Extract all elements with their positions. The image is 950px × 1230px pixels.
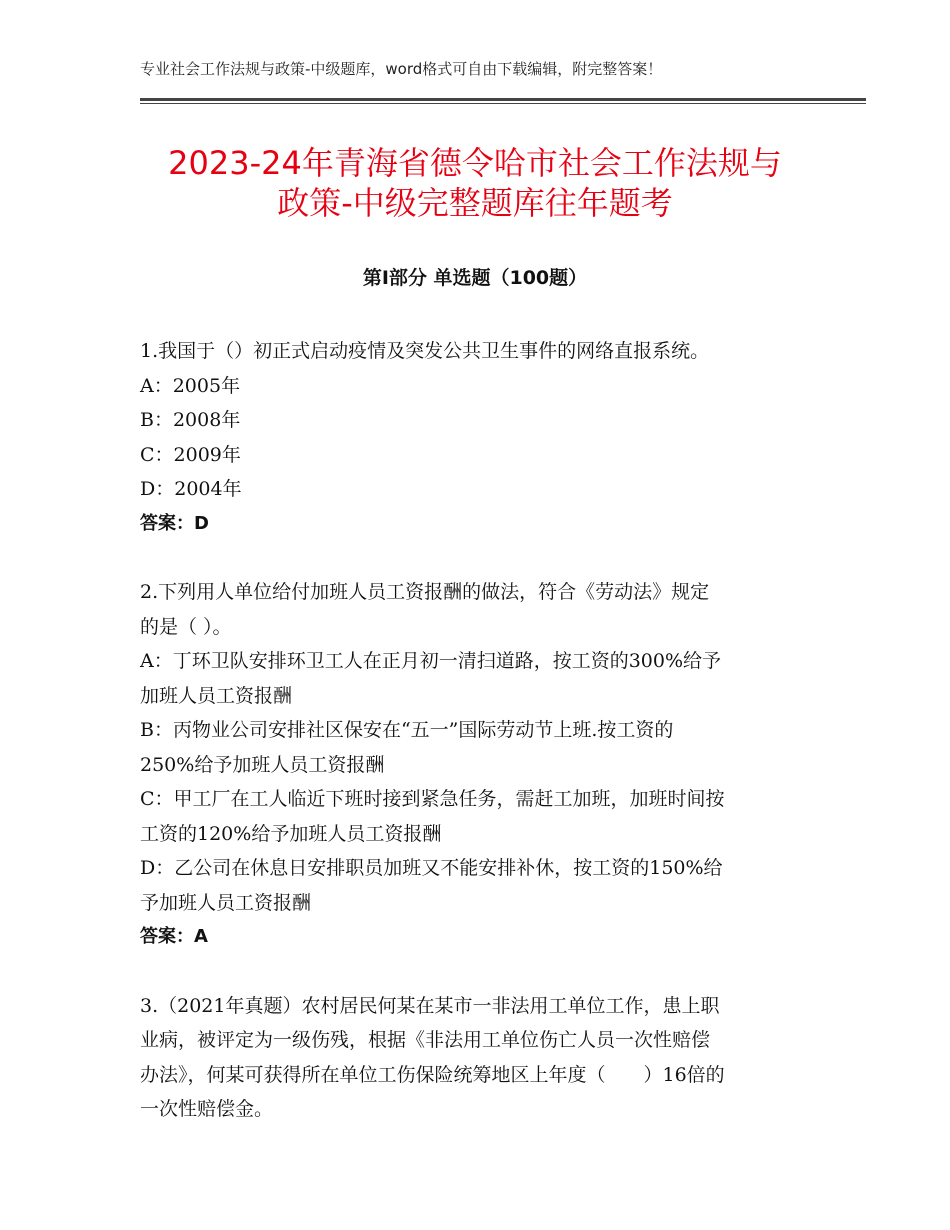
document-title [100, 143, 850, 223]
answer: 答案：D [140, 512, 209, 534]
question-1 [140, 334, 820, 541]
option-b-line-1: B：丙物业公司安排社区保安在“五一”国际劳动节上班.按工资的 [140, 719, 674, 741]
option-d-line-2: 予加班人员工资报酬 [140, 891, 312, 914]
option-a-line-2: 加班人员工资报酬 [140, 684, 293, 707]
option-a-line-1: A：丁环卫队安排环卫工人在正月初一清扫道路，按工资的300%给予 [140, 650, 722, 672]
question-stem: 1.我国于（）初正式启动疫情及突发公共卫生事件的网络直报系统。 [140, 340, 710, 362]
question-stem-line-2: 的是（ ）。 [140, 615, 232, 638]
title-line-2: 政策-中级完整题库往年题考 [277, 184, 673, 222]
header-rule-thin [140, 103, 866, 104]
option-b: B：2008年 [140, 409, 241, 431]
answer: 答案：A [140, 926, 208, 947]
question-list [140, 334, 820, 1161]
option-c-line-2: 工资的120%给予加班人员工资报酬 [140, 822, 442, 845]
option-d: D：2004年 [140, 478, 242, 500]
option-c: C：2009年 [140, 443, 241, 466]
title-line-1: 2023-24年青海省德令哈市社会工作法规与 [168, 144, 782, 182]
question-stem-line-2: 业病，被评定为一级伤残，根据《非法用工单位伤亡人员一次性赔偿 [140, 1029, 711, 1051]
option-c-line-1: C：甲工厂在工人临近下班时接到紧急任务，需赶工加班，加班时间按 [140, 788, 725, 810]
question-stem-line-1: 2.下列用人单位给付加班人员工资报酬的做法，符合《劳动法》规定 [140, 581, 710, 603]
question-stem-line-4: 一次性赔偿金。 [140, 1098, 274, 1120]
question-stem-line-3: 办法》，何某可获得所在单位工伤保险统筹地区上年度（ ）16倍的 [140, 1063, 725, 1086]
option-a: A：2005年 [140, 374, 241, 397]
option-d-line-1: D：乙公司在休息日安排职员加班又不能安排补休，按工资的150%给 [140, 857, 723, 879]
header-note: 专业社会工作法规与政策-中级题库，word格式可自由下载编辑，附完整答案！ [140, 60, 663, 78]
question-2 [140, 575, 820, 955]
option-b-line-2: 250%给予加班人员工资报酬 [140, 753, 385, 776]
header-rule-thick [140, 98, 866, 101]
question-3 [140, 989, 820, 1127]
section-heading: 第Ⅰ部分 单选题（100题） [362, 267, 588, 289]
question-stem-line-1: 3.（2021年真题）农村居民何某在某市一非法用工单位工作，患上职 [140, 994, 720, 1017]
